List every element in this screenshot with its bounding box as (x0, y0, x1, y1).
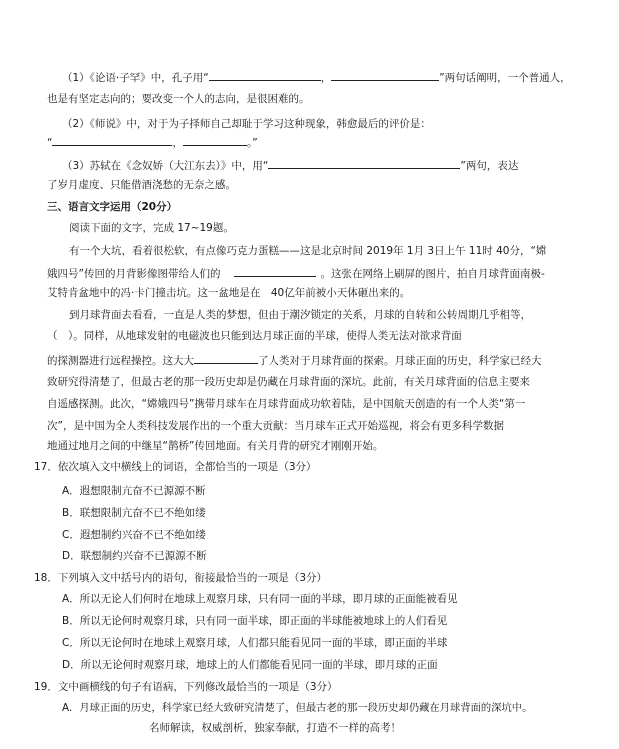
passage-line: 次”，是中国为全人类科技发展作出的一个重大贡献：当月球车正式开始巡视，将会有更多科学数据 (47, 420, 504, 432)
text: ， (172, 137, 183, 149)
answer-option[interactable]: A．月球正面的历史，科学家已经大致研究清楚了，但最古老的那一段历史却仍藏在月球背面的深坑中。 (62, 702, 533, 714)
text: 的探测器进行远程操控。这大大 (47, 355, 194, 367)
text: （3）苏轼在《念奴娇（大江东去）》中，用“ (62, 160, 269, 172)
page-footer: 名师解读，权威剖析，独家奉献，打造不一样的高考！ (149, 722, 401, 734)
text: 。” (246, 137, 258, 149)
question-stem: 17．依次填入文中横线上的词语，全都恰当的一项是（3分） (34, 461, 317, 473)
answer-option[interactable]: B．联想限制亢奋不已不绝如缕 (62, 507, 206, 519)
answer-blank[interactable] (268, 158, 460, 169)
passage-line: 致研究得清楚了，但最古老的那一段历史却是仍藏在月球背面的深坑。此前，有关月球背面的信息主要来 (47, 376, 530, 388)
answer-blank[interactable] (234, 266, 316, 277)
poetry-item-3 (62, 158, 612, 173)
answer-blank[interactable] (209, 70, 321, 81)
text: ”两句，表达 (460, 160, 519, 172)
poetry-item-3-line2: 了岁月虚度、只能借酒浇愁的无奈之感。 (47, 179, 236, 191)
text: 娥四号”传回的月背影像图带给人们的 (47, 268, 221, 280)
passage-line: 到月球背面去看看，一直是人类的梦想，但由于潮汐锁定的关系，月球的自转和公转周期几乎相等， (69, 309, 531, 321)
passage-line (47, 266, 597, 281)
text: 了人类对于月球背面的探索。月球正面的历史，科学家已经大 (258, 355, 542, 367)
passage-line: （ ）。同样，从地球发射的电磁波也只能到达月球正面的半球，使得人类无法对欲求背面 (47, 330, 462, 342)
passage-line: 艾特肯盆地中的冯·卡门撞击坑。这一盆地是在 40亿年前被小天体砸出来的。 (47, 287, 411, 299)
answer-blank[interactable] (194, 353, 258, 364)
answer-option[interactable]: D．联想制约兴奋不已源源不断 (62, 550, 207, 562)
answer-option[interactable]: D．所以无论何时观察月球，地球上的人们都能看见同一面的半球，即月球的正面 (62, 659, 438, 671)
answer-blank[interactable] (183, 135, 247, 146)
section-heading: 三、语言文字运用（20分） (47, 201, 178, 213)
text: （1）《论语·子罕》中，孔子用“ (62, 72, 209, 84)
poetry-item-2-answer (47, 135, 597, 150)
text: ， (320, 72, 332, 84)
text: 。这张在网络上刷屏的图片，拍自月球背面南极- (320, 268, 545, 280)
question-stem: 19．文中画横线的句子有语病，下列修改最恰当的一项是（3分） (34, 681, 338, 693)
text: “ (47, 137, 53, 149)
answer-option[interactable]: A．所以无论人们何时在地球上观察月球，只有同一面的半球，即月球的正面能被看见 (62, 593, 458, 605)
poetry-item-1 (62, 70, 612, 85)
answer-option[interactable]: C．所以无论何时在地球上观察月球，人们都只能看见同一面的半球，即正面的半球 (62, 637, 448, 649)
passage-line (47, 353, 597, 368)
answer-option[interactable]: C．遐想制约兴奋不已不绝如缕 (62, 529, 206, 541)
poetry-item-2: （2）《师说》中，对于为子择师自己却耻于学习这种现象，韩愈最后的评价是： (62, 118, 431, 130)
answer-blank[interactable] (52, 135, 172, 146)
section-intro: 阅读下面的文字，完成 17~19题。 (69, 222, 234, 234)
passage-line: 地通过地月之间的中继星“鹊桥”传回地面。有关月背的研究才刚刚开始。 (47, 440, 384, 452)
answer-option[interactable]: A．遐想限制亢奋不已源源不断 (62, 485, 206, 497)
passage-line: 有一个大坑，看着很松软，有点像巧克力蛋糕——这是北京时间 2019年 1月 3日上午 11时 40分，“嫦 (69, 245, 547, 257)
poetry-item-1-line2: 也是有坚定志向的；要改变一个人的志向，是很困难的。 (47, 93, 310, 105)
passage-line: 自遥感探测。此次，“嫦娥四号”携带月球车在月球背面成功软着陆，是中国航天创造的有一个人类“第一 (47, 398, 526, 410)
text: ”两句话阐明，一个普通人， (439, 72, 571, 84)
question-stem: 18．下列填入文中括号内的语句，衔接最恰当的一项是（3分） (34, 572, 328, 584)
answer-option[interactable]: B．所以无论何时观察月球，只有同一面半球，即正面的半球能被地球上的人们看见 (62, 615, 448, 627)
answer-blank[interactable] (331, 70, 439, 81)
